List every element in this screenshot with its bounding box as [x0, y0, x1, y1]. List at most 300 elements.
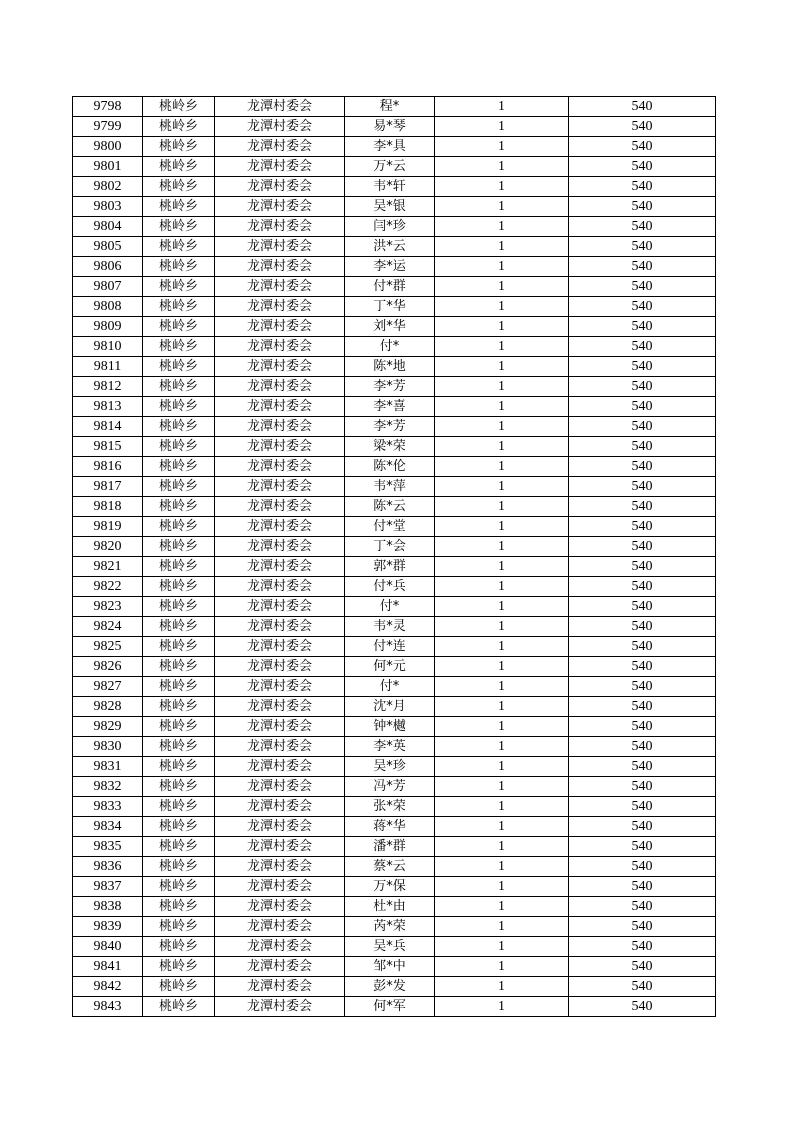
table-row	[73, 597, 716, 617]
cell-village-committee: 龙潭村委会	[215, 437, 345, 457]
cell-village-committee: 龙潭村委会	[215, 517, 345, 537]
cell-township: 桃岭乡	[143, 617, 215, 637]
cell-serial-number: 9826	[73, 657, 143, 677]
cell-township: 桃岭乡	[143, 777, 215, 797]
table-row	[73, 937, 716, 957]
cell-village-committee: 龙潭村委会	[215, 757, 345, 777]
cell-village-committee: 龙潭村委会	[215, 657, 345, 677]
cell-village-committee: 龙潭村委会	[215, 597, 345, 617]
cell-township: 桃岭乡	[143, 837, 215, 857]
cell-serial-number: 9828	[73, 697, 143, 717]
cell-village-committee: 龙潭村委会	[215, 917, 345, 937]
cell-person-name: 彭*发	[345, 977, 435, 997]
cell-serial-number: 9842	[73, 977, 143, 997]
cell-person-name: 李*运	[345, 257, 435, 277]
cell-village-committee: 龙潭村委会	[215, 717, 345, 737]
cell-amount: 540	[569, 677, 716, 697]
cell-count: 1	[435, 237, 569, 257]
cell-township: 桃岭乡	[143, 797, 215, 817]
table-row	[73, 177, 716, 197]
cell-serial-number: 9814	[73, 417, 143, 437]
cell-amount: 540	[569, 877, 716, 897]
cell-village-committee: 龙潭村委会	[215, 257, 345, 277]
cell-count: 1	[435, 797, 569, 817]
cell-count: 1	[435, 637, 569, 657]
cell-serial-number: 9816	[73, 457, 143, 477]
cell-township: 桃岭乡	[143, 517, 215, 537]
cell-serial-number: 9833	[73, 797, 143, 817]
cell-township: 桃岭乡	[143, 457, 215, 477]
cell-township: 桃岭乡	[143, 637, 215, 657]
cell-township: 桃岭乡	[143, 657, 215, 677]
cell-amount: 540	[569, 937, 716, 957]
table-row	[73, 977, 716, 997]
cell-village-committee: 龙潭村委会	[215, 237, 345, 257]
table-row	[73, 117, 716, 137]
cell-count: 1	[435, 577, 569, 597]
cell-amount: 540	[569, 837, 716, 857]
cell-serial-number: 9835	[73, 837, 143, 857]
table-row	[73, 737, 716, 757]
cell-township: 桃岭乡	[143, 337, 215, 357]
cell-count: 1	[435, 957, 569, 977]
cell-serial-number: 9824	[73, 617, 143, 637]
cell-count: 1	[435, 617, 569, 637]
table-row	[73, 277, 716, 297]
cell-person-name: 付*连	[345, 637, 435, 657]
table-row	[73, 537, 716, 557]
cell-township: 桃岭乡	[143, 137, 215, 157]
cell-count: 1	[435, 497, 569, 517]
cell-township: 桃岭乡	[143, 937, 215, 957]
table-row	[73, 137, 716, 157]
cell-person-name: 付*群	[345, 277, 435, 297]
cell-person-name: 陈*云	[345, 497, 435, 517]
table-row	[73, 417, 716, 437]
cell-count: 1	[435, 117, 569, 137]
table-row	[73, 837, 716, 857]
cell-person-name: 吴*银	[345, 197, 435, 217]
cell-serial-number: 9803	[73, 197, 143, 217]
cell-township: 桃岭乡	[143, 357, 215, 377]
cell-person-name: 李*芳	[345, 377, 435, 397]
cell-amount: 540	[569, 537, 716, 557]
cell-serial-number: 9815	[73, 437, 143, 457]
cell-count: 1	[435, 917, 569, 937]
cell-amount: 540	[569, 217, 716, 237]
cell-count: 1	[435, 337, 569, 357]
cell-township: 桃岭乡	[143, 397, 215, 417]
table-row	[73, 337, 716, 357]
cell-amount: 540	[569, 597, 716, 617]
cell-village-committee: 龙潭村委会	[215, 117, 345, 137]
cell-person-name: 洪*云	[345, 237, 435, 257]
cell-serial-number: 9841	[73, 957, 143, 977]
cell-count: 1	[435, 297, 569, 317]
cell-village-committee: 龙潭村委会	[215, 417, 345, 437]
cell-person-name: 李*喜	[345, 397, 435, 417]
cell-person-name: 何*军	[345, 997, 435, 1017]
cell-person-name: 何*元	[345, 657, 435, 677]
cell-amount: 540	[569, 977, 716, 997]
cell-amount: 540	[569, 477, 716, 497]
cell-amount: 540	[569, 577, 716, 597]
cell-village-committee: 龙潭村委会	[215, 777, 345, 797]
cell-amount: 540	[569, 657, 716, 677]
cell-amount: 540	[569, 417, 716, 437]
cell-township: 桃岭乡	[143, 377, 215, 397]
cell-serial-number: 9802	[73, 177, 143, 197]
cell-person-name: 韦*轩	[345, 177, 435, 197]
cell-amount: 540	[569, 697, 716, 717]
cell-village-committee: 龙潭村委会	[215, 557, 345, 577]
table-row	[73, 297, 716, 317]
table-row	[73, 957, 716, 977]
cell-village-committee: 龙潭村委会	[215, 737, 345, 757]
cell-amount: 540	[569, 817, 716, 837]
cell-village-committee: 龙潭村委会	[215, 377, 345, 397]
cell-serial-number: 9817	[73, 477, 143, 497]
cell-person-name: 刘*华	[345, 317, 435, 337]
table-row	[73, 917, 716, 937]
cell-person-name: 吴*珍	[345, 757, 435, 777]
cell-village-committee: 龙潭村委会	[215, 617, 345, 637]
cell-township: 桃岭乡	[143, 557, 215, 577]
cell-count: 1	[435, 317, 569, 337]
table-row	[73, 637, 716, 657]
table-row	[73, 657, 716, 677]
cell-serial-number: 9840	[73, 937, 143, 957]
cell-serial-number: 9831	[73, 757, 143, 777]
cell-person-name: 韦*灵	[345, 617, 435, 637]
cell-count: 1	[435, 537, 569, 557]
cell-village-committee: 龙潭村委会	[215, 137, 345, 157]
cell-amount: 540	[569, 777, 716, 797]
table-body	[73, 97, 716, 1017]
cell-person-name: 付*堂	[345, 517, 435, 537]
table-row	[73, 517, 716, 537]
cell-township: 桃岭乡	[143, 417, 215, 437]
cell-amount: 540	[569, 277, 716, 297]
cell-village-committee: 龙潭村委会	[215, 497, 345, 517]
cell-person-name: 杜*由	[345, 897, 435, 917]
cell-amount: 540	[569, 797, 716, 817]
table-row	[73, 97, 716, 117]
table-row	[73, 817, 716, 837]
cell-serial-number: 9798	[73, 97, 143, 117]
cell-village-committee: 龙潭村委会	[215, 457, 345, 477]
cell-serial-number: 9811	[73, 357, 143, 377]
cell-serial-number: 9827	[73, 677, 143, 697]
cell-village-committee: 龙潭村委会	[215, 937, 345, 957]
table-row	[73, 437, 716, 457]
cell-township: 桃岭乡	[143, 757, 215, 777]
table-row	[73, 217, 716, 237]
cell-township: 桃岭乡	[143, 477, 215, 497]
cell-serial-number: 9829	[73, 717, 143, 737]
cell-serial-number: 9810	[73, 337, 143, 357]
cell-count: 1	[435, 857, 569, 877]
cell-count: 1	[435, 217, 569, 237]
cell-person-name: 冯*芳	[345, 777, 435, 797]
cell-amount: 540	[569, 857, 716, 877]
cell-amount: 540	[569, 497, 716, 517]
cell-count: 1	[435, 977, 569, 997]
cell-village-committee: 龙潭村委会	[215, 97, 345, 117]
cell-count: 1	[435, 677, 569, 697]
cell-amount: 540	[569, 397, 716, 417]
cell-village-committee: 龙潭村委会	[215, 637, 345, 657]
cell-count: 1	[435, 697, 569, 717]
cell-village-committee: 龙潭村委会	[215, 797, 345, 817]
cell-person-name: 付*	[345, 677, 435, 697]
cell-amount: 540	[569, 637, 716, 657]
cell-amount: 540	[569, 197, 716, 217]
cell-township: 桃岭乡	[143, 297, 215, 317]
table-row	[73, 797, 716, 817]
cell-serial-number: 9821	[73, 557, 143, 577]
subsidy-table	[72, 96, 716, 1017]
cell-count: 1	[435, 177, 569, 197]
cell-count: 1	[435, 837, 569, 857]
cell-serial-number: 9838	[73, 897, 143, 917]
cell-person-name: 张*荣	[345, 797, 435, 817]
cell-person-name: 芮*荣	[345, 917, 435, 937]
cell-township: 桃岭乡	[143, 917, 215, 937]
cell-person-name: 李*英	[345, 737, 435, 757]
cell-count: 1	[435, 817, 569, 837]
cell-amount: 540	[569, 997, 716, 1017]
document-page	[72, 96, 715, 1017]
cell-township: 桃岭乡	[143, 257, 215, 277]
cell-person-name: 万*保	[345, 877, 435, 897]
cell-serial-number: 9825	[73, 637, 143, 657]
cell-serial-number: 9837	[73, 877, 143, 897]
table-row	[73, 477, 716, 497]
cell-count: 1	[435, 737, 569, 757]
cell-person-name: 陈*伦	[345, 457, 435, 477]
table-row	[73, 677, 716, 697]
cell-count: 1	[435, 877, 569, 897]
cell-village-committee: 龙潭村委会	[215, 197, 345, 217]
cell-township: 桃岭乡	[143, 537, 215, 557]
table-row	[73, 157, 716, 177]
cell-township: 桃岭乡	[143, 817, 215, 837]
cell-village-committee: 龙潭村委会	[215, 397, 345, 417]
cell-amount: 540	[569, 237, 716, 257]
cell-person-name: 吴*兵	[345, 937, 435, 957]
cell-amount: 540	[569, 517, 716, 537]
cell-township: 桃岭乡	[143, 197, 215, 217]
cell-person-name: 易*琴	[345, 117, 435, 137]
cell-person-name: 丁*会	[345, 537, 435, 557]
cell-amount: 540	[569, 257, 716, 277]
cell-person-name: 蔡*云	[345, 857, 435, 877]
cell-count: 1	[435, 777, 569, 797]
cell-count: 1	[435, 757, 569, 777]
cell-serial-number: 9836	[73, 857, 143, 877]
cell-person-name: 韦*萍	[345, 477, 435, 497]
table-row	[73, 877, 716, 897]
cell-count: 1	[435, 257, 569, 277]
cell-village-committee: 龙潭村委会	[215, 277, 345, 297]
cell-serial-number: 9812	[73, 377, 143, 397]
cell-amount: 540	[569, 437, 716, 457]
cell-serial-number: 9804	[73, 217, 143, 237]
cell-count: 1	[435, 717, 569, 737]
table-row	[73, 457, 716, 477]
cell-count: 1	[435, 897, 569, 917]
cell-count: 1	[435, 197, 569, 217]
cell-amount: 540	[569, 717, 716, 737]
cell-township: 桃岭乡	[143, 977, 215, 997]
cell-township: 桃岭乡	[143, 497, 215, 517]
cell-count: 1	[435, 997, 569, 1017]
cell-serial-number: 9832	[73, 777, 143, 797]
table-row	[73, 197, 716, 217]
cell-village-committee: 龙潭村委会	[215, 697, 345, 717]
cell-count: 1	[435, 937, 569, 957]
cell-village-committee: 龙潭村委会	[215, 157, 345, 177]
table-row	[73, 397, 716, 417]
cell-township: 桃岭乡	[143, 217, 215, 237]
cell-serial-number: 9808	[73, 297, 143, 317]
cell-village-committee: 龙潭村委会	[215, 957, 345, 977]
cell-township: 桃岭乡	[143, 957, 215, 977]
cell-township: 桃岭乡	[143, 697, 215, 717]
cell-village-committee: 龙潭村委会	[215, 297, 345, 317]
cell-count: 1	[435, 377, 569, 397]
cell-township: 桃岭乡	[143, 997, 215, 1017]
table-row	[73, 497, 716, 517]
cell-serial-number: 9801	[73, 157, 143, 177]
table-row	[73, 237, 716, 257]
cell-serial-number: 9805	[73, 237, 143, 257]
cell-village-committee: 龙潭村委会	[215, 997, 345, 1017]
cell-village-committee: 龙潭村委会	[215, 857, 345, 877]
cell-serial-number: 9839	[73, 917, 143, 937]
cell-amount: 540	[569, 297, 716, 317]
cell-amount: 540	[569, 557, 716, 577]
cell-serial-number: 9818	[73, 497, 143, 517]
cell-village-committee: 龙潭村委会	[215, 337, 345, 357]
cell-serial-number: 9820	[73, 537, 143, 557]
cell-serial-number: 9819	[73, 517, 143, 537]
cell-person-name: 闫*珍	[345, 217, 435, 237]
cell-village-committee: 龙潭村委会	[215, 577, 345, 597]
cell-amount: 540	[569, 957, 716, 977]
cell-village-committee: 龙潭村委会	[215, 877, 345, 897]
cell-village-committee: 龙潭村委会	[215, 897, 345, 917]
cell-amount: 540	[569, 917, 716, 937]
cell-serial-number: 9799	[73, 117, 143, 137]
table-row	[73, 257, 716, 277]
cell-person-name: 丁*华	[345, 297, 435, 317]
cell-township: 桃岭乡	[143, 717, 215, 737]
cell-township: 桃岭乡	[143, 677, 215, 697]
cell-township: 桃岭乡	[143, 237, 215, 257]
table-row	[73, 777, 716, 797]
cell-serial-number: 9806	[73, 257, 143, 277]
cell-amount: 540	[569, 157, 716, 177]
cell-amount: 540	[569, 617, 716, 637]
table-row	[73, 577, 716, 597]
table-row	[73, 377, 716, 397]
table-row	[73, 857, 716, 877]
cell-village-committee: 龙潭村委会	[215, 477, 345, 497]
cell-person-name: 程*	[345, 97, 435, 117]
cell-township: 桃岭乡	[143, 857, 215, 877]
cell-count: 1	[435, 597, 569, 617]
cell-count: 1	[435, 517, 569, 537]
cell-township: 桃岭乡	[143, 277, 215, 297]
cell-serial-number: 9822	[73, 577, 143, 597]
cell-amount: 540	[569, 357, 716, 377]
table-row	[73, 997, 716, 1017]
cell-amount: 540	[569, 177, 716, 197]
cell-village-committee: 龙潭村委会	[215, 537, 345, 557]
table-row	[73, 317, 716, 337]
cell-person-name: 沈*月	[345, 697, 435, 717]
cell-count: 1	[435, 477, 569, 497]
cell-village-committee: 龙潭村委会	[215, 977, 345, 997]
cell-serial-number: 9843	[73, 997, 143, 1017]
cell-township: 桃岭乡	[143, 897, 215, 917]
cell-person-name: 万*云	[345, 157, 435, 177]
cell-serial-number: 9830	[73, 737, 143, 757]
table-row	[73, 357, 716, 377]
table-row	[73, 717, 716, 737]
cell-township: 桃岭乡	[143, 117, 215, 137]
cell-amount: 540	[569, 337, 716, 357]
cell-count: 1	[435, 557, 569, 577]
cell-amount: 540	[569, 117, 716, 137]
cell-township: 桃岭乡	[143, 597, 215, 617]
table-row	[73, 757, 716, 777]
cell-township: 桃岭乡	[143, 577, 215, 597]
cell-count: 1	[435, 437, 569, 457]
cell-serial-number: 9807	[73, 277, 143, 297]
cell-village-committee: 龙潭村委会	[215, 177, 345, 197]
cell-village-committee: 龙潭村委会	[215, 837, 345, 857]
cell-count: 1	[435, 357, 569, 377]
table-row	[73, 697, 716, 717]
cell-person-name: 梁*荣	[345, 437, 435, 457]
cell-village-committee: 龙潭村委会	[215, 357, 345, 377]
cell-person-name: 陈*地	[345, 357, 435, 377]
cell-village-committee: 龙潭村委会	[215, 677, 345, 697]
cell-person-name: 李*具	[345, 137, 435, 157]
cell-amount: 540	[569, 737, 716, 757]
cell-township: 桃岭乡	[143, 157, 215, 177]
cell-person-name: 付*	[345, 597, 435, 617]
cell-serial-number: 9800	[73, 137, 143, 157]
cell-serial-number: 9809	[73, 317, 143, 337]
cell-person-name: 李*芳	[345, 417, 435, 437]
table-row	[73, 617, 716, 637]
cell-amount: 540	[569, 377, 716, 397]
cell-count: 1	[435, 277, 569, 297]
cell-count: 1	[435, 457, 569, 477]
cell-township: 桃岭乡	[143, 97, 215, 117]
cell-amount: 540	[569, 457, 716, 477]
cell-village-committee: 龙潭村委会	[215, 817, 345, 837]
cell-serial-number: 9823	[73, 597, 143, 617]
cell-serial-number: 9813	[73, 397, 143, 417]
cell-township: 桃岭乡	[143, 437, 215, 457]
cell-count: 1	[435, 417, 569, 437]
cell-count: 1	[435, 157, 569, 177]
